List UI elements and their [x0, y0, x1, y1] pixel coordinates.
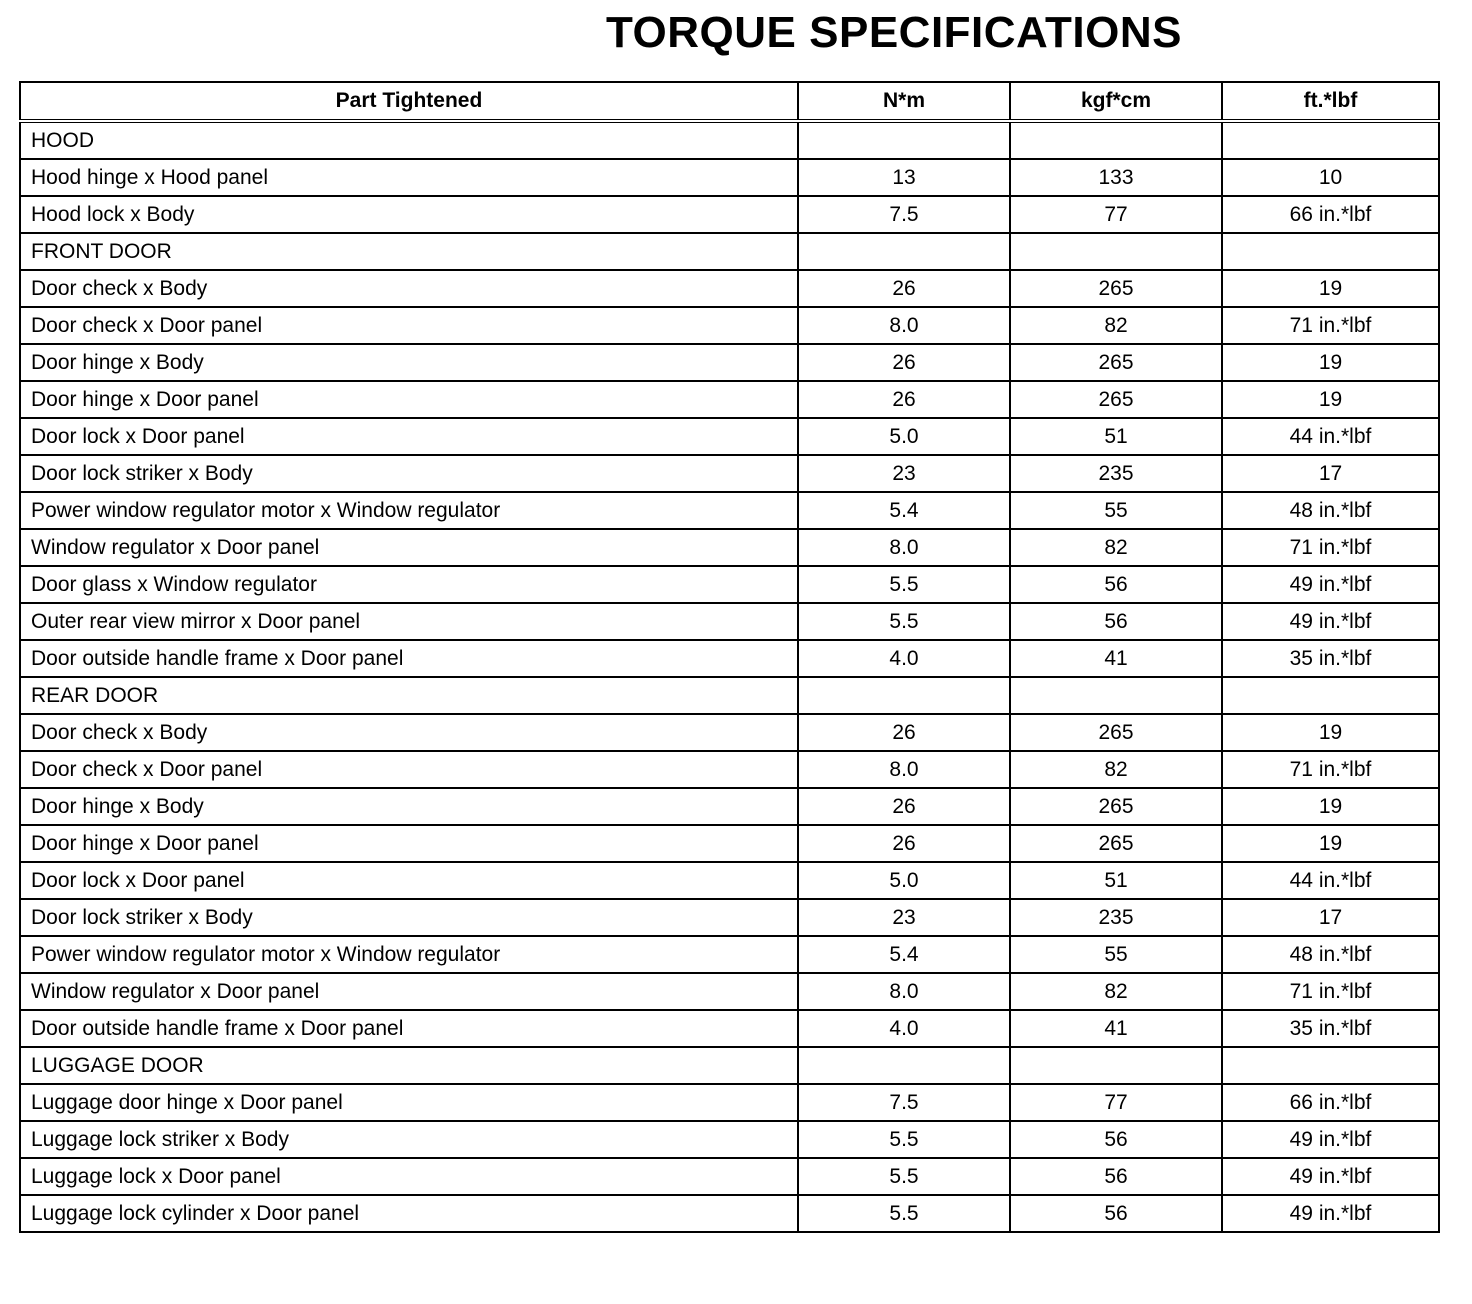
kgf-cm-cell: 77 [1010, 1084, 1222, 1121]
ft-lbf-cell: 49 in.*lbf [1222, 603, 1439, 640]
part-cell: Power window regulator motor x Window regulator [20, 936, 798, 973]
part-cell: Door lock striker x Body [20, 899, 798, 936]
kgf-cm-cell: 235 [1010, 455, 1222, 492]
nm-cell: 5.5 [798, 566, 1010, 603]
part-cell: Window regulator x Door panel [20, 973, 798, 1010]
part-cell: Luggage lock striker x Body [20, 1121, 798, 1158]
part-cell: Door lock striker x Body [20, 455, 798, 492]
nm-cell: 5.0 [798, 862, 1010, 899]
kgf-cm-cell: 56 [1010, 603, 1222, 640]
table-row [20, 492, 1439, 529]
kgf-cm-cell: 56 [1010, 1195, 1222, 1232]
kgf-cm-cell: 41 [1010, 1010, 1222, 1047]
kgf-cm-cell: 82 [1010, 973, 1222, 1010]
kgf-cm-cell: 82 [1010, 529, 1222, 566]
part-cell: Door outside handle frame x Door panel [20, 640, 798, 677]
kgf-cm-cell: 235 [1010, 899, 1222, 936]
part-cell: Door glass x Window regulator [20, 566, 798, 603]
ft-lbf-cell: 35 in.*lbf [1222, 1010, 1439, 1047]
nm-cell: 8.0 [798, 529, 1010, 566]
section-row [20, 121, 1439, 159]
nm-cell: 26 [798, 381, 1010, 418]
header-nm: N*m [798, 82, 1010, 121]
kgf-cm-cell: 55 [1010, 492, 1222, 529]
section-row [20, 233, 1439, 270]
nm-cell: 23 [798, 455, 1010, 492]
ft-lbf-cell: 49 in.*lbf [1222, 1195, 1439, 1232]
part-cell: Luggage door hinge x Door panel [20, 1084, 798, 1121]
nm-cell: 26 [798, 788, 1010, 825]
table-row [20, 159, 1439, 196]
section-row [20, 1047, 1439, 1084]
part-cell: Luggage lock cylinder x Door panel [20, 1195, 798, 1232]
table-row [20, 788, 1439, 825]
nm-cell: 8.0 [798, 307, 1010, 344]
table-row [20, 418, 1439, 455]
table-header [20, 82, 1439, 121]
ft-lbf-cell: 17 [1222, 455, 1439, 492]
table-row [20, 751, 1439, 788]
nm-cell: 7.5 [798, 1084, 1010, 1121]
kgf-cm-cell: 55 [1010, 936, 1222, 973]
ft-lbf-cell: 44 in.*lbf [1222, 862, 1439, 899]
kgf-cm-cell [1010, 233, 1222, 270]
table-row [20, 381, 1439, 418]
nm-cell: 5.4 [798, 936, 1010, 973]
ft-lbf-cell [1222, 1047, 1439, 1084]
table-row [20, 344, 1439, 381]
nm-cell [798, 677, 1010, 714]
part-cell: Door hinge x Body [20, 344, 798, 381]
kgf-cm-cell [1010, 677, 1222, 714]
kgf-cm-cell: 56 [1010, 566, 1222, 603]
table-row [20, 1121, 1439, 1158]
nm-cell [798, 121, 1010, 159]
ft-lbf-cell: 71 in.*lbf [1222, 751, 1439, 788]
kgf-cm-cell: 265 [1010, 788, 1222, 825]
table-row [20, 529, 1439, 566]
part-cell: Door check x Body [20, 270, 798, 307]
ft-lbf-cell [1222, 233, 1439, 270]
nm-cell: 5.5 [798, 1121, 1010, 1158]
part-cell: Door check x Door panel [20, 751, 798, 788]
table-row [20, 936, 1439, 973]
kgf-cm-cell: 265 [1010, 270, 1222, 307]
header-kgf-cm: kgf*cm [1010, 82, 1222, 121]
table-row [20, 899, 1439, 936]
part-cell: Hood lock x Body [20, 196, 798, 233]
table-row [20, 1010, 1439, 1047]
part-cell: REAR DOOR [20, 677, 798, 714]
part-cell: Door hinge x Door panel [20, 381, 798, 418]
kgf-cm-cell [1010, 121, 1222, 159]
ft-lbf-cell: 17 [1222, 899, 1439, 936]
kgf-cm-cell: 82 [1010, 307, 1222, 344]
ft-lbf-cell: 71 in.*lbf [1222, 529, 1439, 566]
table-row [20, 566, 1439, 603]
ft-lbf-cell: 66 in.*lbf [1222, 1084, 1439, 1121]
ft-lbf-cell [1222, 677, 1439, 714]
ft-lbf-cell: 19 [1222, 825, 1439, 862]
table-row [20, 714, 1439, 751]
kgf-cm-cell: 265 [1010, 344, 1222, 381]
nm-cell: 13 [798, 159, 1010, 196]
table-row [20, 862, 1439, 899]
part-cell: Door hinge x Door panel [20, 825, 798, 862]
part-cell: Power window regulator motor x Window regulator [20, 492, 798, 529]
table-row [20, 603, 1439, 640]
ft-lbf-cell: 19 [1222, 344, 1439, 381]
nm-cell: 5.5 [798, 1195, 1010, 1232]
header-row [20, 82, 1439, 121]
table-row [20, 640, 1439, 677]
table-row [20, 973, 1439, 1010]
table-row [20, 1195, 1439, 1232]
ft-lbf-cell: 19 [1222, 270, 1439, 307]
ft-lbf-cell: 10 [1222, 159, 1439, 196]
nm-cell: 4.0 [798, 640, 1010, 677]
nm-cell [798, 233, 1010, 270]
kgf-cm-cell: 265 [1010, 714, 1222, 751]
ft-lbf-cell: 66 in.*lbf [1222, 196, 1439, 233]
part-cell: FRONT DOOR [20, 233, 798, 270]
nm-cell: 26 [798, 270, 1010, 307]
part-cell: HOOD [20, 121, 798, 159]
part-cell: Window regulator x Door panel [20, 529, 798, 566]
ft-lbf-cell: 49 in.*lbf [1222, 1121, 1439, 1158]
nm-cell: 26 [798, 344, 1010, 381]
table-row [20, 307, 1439, 344]
part-cell: LUGGAGE DOOR [20, 1047, 798, 1084]
table-row [20, 1084, 1439, 1121]
page-title: TORQUE SPECIFICATIONS [605, 8, 1183, 57]
ft-lbf-cell [1222, 121, 1439, 159]
nm-cell: 26 [798, 825, 1010, 862]
table-row [20, 270, 1439, 307]
kgf-cm-cell: 41 [1010, 640, 1222, 677]
ft-lbf-cell: 19 [1222, 788, 1439, 825]
kgf-cm-cell: 51 [1010, 862, 1222, 899]
kgf-cm-cell: 56 [1010, 1121, 1222, 1158]
kgf-cm-cell: 265 [1010, 825, 1222, 862]
kgf-cm-cell: 77 [1010, 196, 1222, 233]
kgf-cm-cell: 265 [1010, 381, 1222, 418]
ft-lbf-cell: 71 in.*lbf [1222, 307, 1439, 344]
table-row [20, 825, 1439, 862]
table-row [20, 455, 1439, 492]
header-part-tightened: Part Tightened [20, 82, 798, 121]
part-cell: Door lock x Door panel [20, 418, 798, 455]
part-cell: Hood hinge x Hood panel [20, 159, 798, 196]
nm-cell: 4.0 [798, 1010, 1010, 1047]
section-row [20, 677, 1439, 714]
ft-lbf-cell: 48 in.*lbf [1222, 492, 1439, 529]
nm-cell: 8.0 [798, 751, 1010, 788]
table-body [20, 121, 1439, 1232]
nm-cell: 26 [798, 714, 1010, 751]
table-row [20, 1158, 1439, 1195]
part-cell: Luggage lock x Door panel [20, 1158, 798, 1195]
kgf-cm-cell: 133 [1010, 159, 1222, 196]
part-cell: Outer rear view mirror x Door panel [20, 603, 798, 640]
ft-lbf-cell: 71 in.*lbf [1222, 973, 1439, 1010]
ft-lbf-cell: 48 in.*lbf [1222, 936, 1439, 973]
part-cell: Door check x Body [20, 714, 798, 751]
nm-cell: 5.5 [798, 603, 1010, 640]
nm-cell: 8.0 [798, 973, 1010, 1010]
ft-lbf-cell: 19 [1222, 714, 1439, 751]
nm-cell: 5.4 [798, 492, 1010, 529]
nm-cell [798, 1047, 1010, 1084]
table-row [20, 196, 1439, 233]
ft-lbf-cell: 49 in.*lbf [1222, 1158, 1439, 1195]
torque-spec-table [19, 81, 1440, 1233]
part-cell: Door hinge x Body [20, 788, 798, 825]
part-cell: Door outside handle frame x Door panel [20, 1010, 798, 1047]
ft-lbf-cell: 49 in.*lbf [1222, 566, 1439, 603]
ft-lbf-cell: 19 [1222, 381, 1439, 418]
nm-cell: 7.5 [798, 196, 1010, 233]
ft-lbf-cell: 35 in.*lbf [1222, 640, 1439, 677]
kgf-cm-cell: 51 [1010, 418, 1222, 455]
ft-lbf-cell: 44 in.*lbf [1222, 418, 1439, 455]
kgf-cm-cell: 82 [1010, 751, 1222, 788]
part-cell: Door lock x Door panel [20, 862, 798, 899]
nm-cell: 23 [798, 899, 1010, 936]
header-ft-lbf: ft.*lbf [1222, 82, 1439, 121]
kgf-cm-cell: 56 [1010, 1158, 1222, 1195]
part-cell: Door check x Door panel [20, 307, 798, 344]
nm-cell: 5.5 [798, 1158, 1010, 1195]
nm-cell: 5.0 [798, 418, 1010, 455]
kgf-cm-cell [1010, 1047, 1222, 1084]
